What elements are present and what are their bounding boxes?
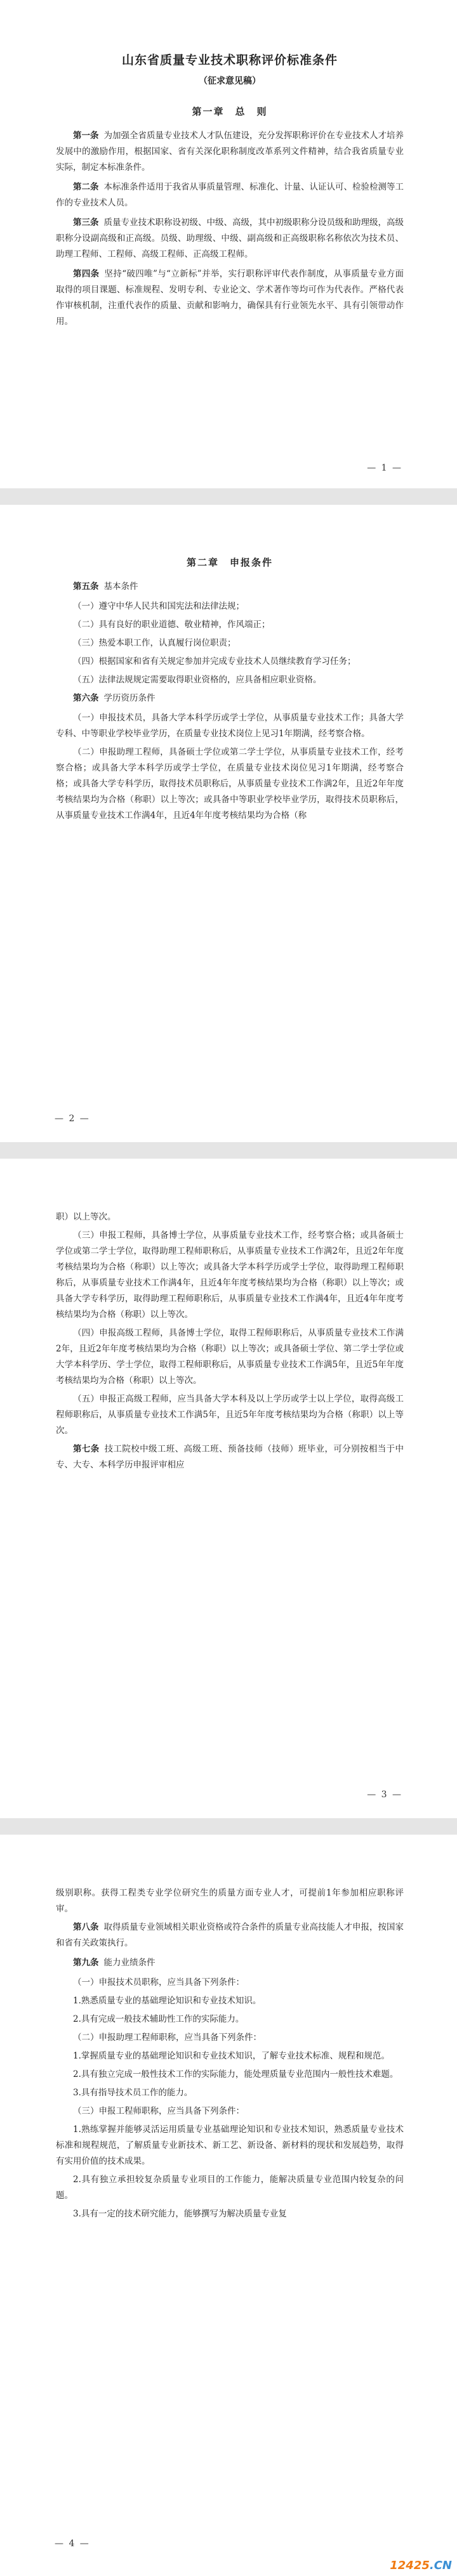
article-9-heading — [56, 1955, 404, 1971]
list-item: （五）申报正高级工程师，应当具备大学本科及以上学历或学士以上学位，取得高级工程师职称后，从事质量专业技术工作满5年，且近5年年度考核结果均为合格（称职）以上等次。 — [56, 1394, 404, 1436]
list-item: 2.具有独立完成一般性技术工作的实际能力，能处理质量专业范围内一般性技术难题。 — [73, 2069, 399, 2079]
article-2 — [56, 179, 404, 211]
article-6-heading — [56, 691, 404, 706]
document-subtitle: （征求意见稿） — [199, 76, 261, 86]
list-item: （一）申报技术员职称，应当具备下列条件： — [73, 1977, 244, 1987]
list-item: 3.具有一定的技术研究能力，能够撰写为解决质量专业复 — [73, 2209, 287, 2219]
article-label: 第二条 — [73, 182, 99, 192]
article-text: 质量专业技术职称设初级、中级、高级，其中初级职称分设员级和助理级，高级职称分设副高级和正高级。员级、助理级、中级、副高级和正高级职称名称依次为技术员、助理工程师、工程师、高级工程师、正高级工程师。 — [56, 218, 404, 259]
page-2 — [0, 505, 457, 1142]
page-4 — [0, 1835, 457, 2576]
list-item: （一）遵守中华人民共和国宪法和法律法规； — [73, 601, 244, 611]
page-separator — [0, 1142, 457, 1159]
article-label: 第八条 — [73, 1922, 99, 1932]
list-item: （二）申报助理工程师职称，应当具备下列条件： — [73, 2033, 262, 2043]
list-item: （二）具有良好的职业道德、敬业精神，作风端正； — [73, 620, 270, 630]
list-item: 2.具有独立承担较复杂质量专业项目的工作能力，能解决质量专业范围内较复杂的问题。 — [56, 2175, 404, 2201]
article-text: 为加强全省质量专业技术人才队伍建设，充分发挥职称评价在专业技术人才培养发展中的激励作用，根据国家、省有关深化职称制度改革系列文件精神，结合我省质量专业实际，制定本标准条件。 — [56, 131, 404, 172]
article-label: 第四条 — [73, 269, 100, 279]
page-number: — 4 — — [55, 2539, 90, 2549]
article-text: 取得质量专业领域相关职业资格或符合条件的质量专业高技能人才申报，按国家和省有关政策执行。 — [56, 1922, 404, 1948]
article-label: 第五条 — [73, 582, 99, 592]
article-title: 基本条件 — [103, 582, 138, 592]
article-text: 坚持“破四唯”与“立新标”并举，实行职称评审代表作制度，从事质量专业方面取得的项目课题、标准规程、发明专利、专业论文、学术著作等均可作为代表作。严格代表作审核机制，注重代表作的质量、贡献和影响力，确保具有行业领先水平、具有引领带动作用。 — [56, 269, 404, 327]
article-label: 第七条 — [73, 1444, 100, 1454]
article-label: 第一条 — [73, 131, 99, 141]
article-title: 能力业绩条件 — [103, 1958, 156, 1968]
article-8 — [56, 1920, 404, 1951]
list-item: 2.具有完成一般技术辅助性工作的实际能力。 — [73, 2014, 244, 2024]
article-label: 第三条 — [73, 218, 99, 228]
list-item: （四）根据国家和省有关规定参加并完成专业技术人员继续教育学习任务； — [73, 656, 356, 667]
page-number: — 1 — — [367, 463, 402, 473]
page-3 — [0, 1159, 457, 1818]
list-item: （三）申报工程师，具备博士学位，从事质量专业技术工作，经考察合格；或具备硕士学位或第二学士学位，取得助理工程师职称后，从事质量专业技术工作满2年，且近2年年度考核结果均为合格（称职）以上等次；或具备大学本科学历或学士学位，取得助理工程师职称后，从事质量专业技术工作满4年，且近4年年度考核结果均为合格（称职）以上等次；或具备大学专科学历，取得助理工程师职称后，从事质量专业技术工作满4年，且近4年年度考核结果均为合格（称职）以上等次。 — [56, 1230, 404, 1320]
page-separator — [0, 1818, 457, 1835]
article-7 — [56, 1441, 404, 1473]
page-number: — 3 — — [367, 1790, 402, 1800]
article-1 — [56, 128, 404, 176]
list-item: 3.具有指导技术员工作的能力。 — [73, 2088, 193, 2098]
continued-text: 职）以上等次。 — [56, 1212, 116, 1222]
document-title: 山东省质量专业技术职称评价标准条件 — [121, 53, 338, 67]
list-item: （四）申报高级工程师，具备博士学位，取得工程师职称后，从事质量专业技术工作满2年，且近2年年度考核结果均为合格（称职）以上等次；或具备硕士学位、第二学士学位或大学本科学历、学士学位，取得工程师职称后，从事质量专业技术工作满5年，且近5年年度考核结果均为合格（称职）以上等次。 — [56, 1328, 404, 1386]
article-5-heading — [56, 579, 404, 595]
article-label: 第九条 — [73, 1958, 99, 1968]
watermark-suffix: .CN — [429, 2559, 452, 2572]
page-1 — [0, 0, 457, 488]
article-4 — [56, 266, 404, 330]
article-3 — [56, 215, 404, 263]
list-item: （三）申报工程师职称，应当具备下列条件： — [73, 2106, 244, 2116]
list-item: 1.熟悉质量专业的基础理论知识和专业技术知识。 — [73, 1996, 262, 2006]
page-number: — 2 — — [55, 1114, 90, 1124]
continued-text: 级别职称。获得工程类专业学位研究生的质量方面专业人才，可提前1年参加相应职称评审。 — [56, 1888, 404, 1914]
article-label: 第六条 — [73, 693, 99, 703]
list-item: 1.熟练掌握并能够灵活运用质量专业基础理论知识和专业技术知识，熟悉质量专业技术标准和规程规范，了解质量专业新技术、新工艺、新设备、新材料的现状和发展趋势，取得有实用价值的技术成果。 — [56, 2124, 404, 2166]
list-item: （五）法律法规规定需要取得职业资格的，应具备相应职业资格。 — [73, 675, 322, 685]
page-separator — [0, 488, 457, 505]
list-item: （一）申报技术员，具备大学本科学历或学士学位，从事质量专业技术工作；具备大学专科、中等职业学校毕业学历，在质量专业技术岗位上见习1年期满，经考察合格。 — [56, 713, 404, 739]
list-item: 1.掌握质量专业的基础理论知识和专业技术知识，了解专业技术标准、规程和规范。 — [73, 2051, 390, 2061]
list-item: （二）申报助理工程师，具备硕士学位或第二学士学位，从事质量专业技术工作，经考察合格；或具备大学本科学历或学士学位，在质量专业技术岗位见习1年期满，经考察合格；或具备大学专科学历，取得技术员职称后，从事质量专业技术工作满2年，且近2年年度考核结果均为合格（称职）以上等次；或具备中等职业学校毕业学历，取得技术员职称后，从事质量专业技术工作满4年，且近4年年度考核结果均为合格（称 — [56, 747, 404, 821]
watermark-prefix: 12425 — [390, 2559, 430, 2572]
chapter-2-heading: 第二章 申报条件 — [186, 557, 273, 568]
article-title: 学历资历条件 — [103, 693, 156, 703]
article-text: 本标准条件适用于我省从事质量管理、标准化、计量、认证认可、检验检测等工作的专业技术人员。 — [56, 182, 404, 208]
site-watermark-logo — [390, 2559, 452, 2572]
article-text: 技工院校中级工班、高级工班、预备技师（技师）班毕业，可分别按相当于中专、大专、本科学历申报评审相应 — [56, 1444, 404, 1470]
list-item: （三）热爱本职工作，认真履行岗位职责； — [73, 638, 236, 648]
chapter-1-heading: 第一章 总 则 — [192, 106, 268, 117]
